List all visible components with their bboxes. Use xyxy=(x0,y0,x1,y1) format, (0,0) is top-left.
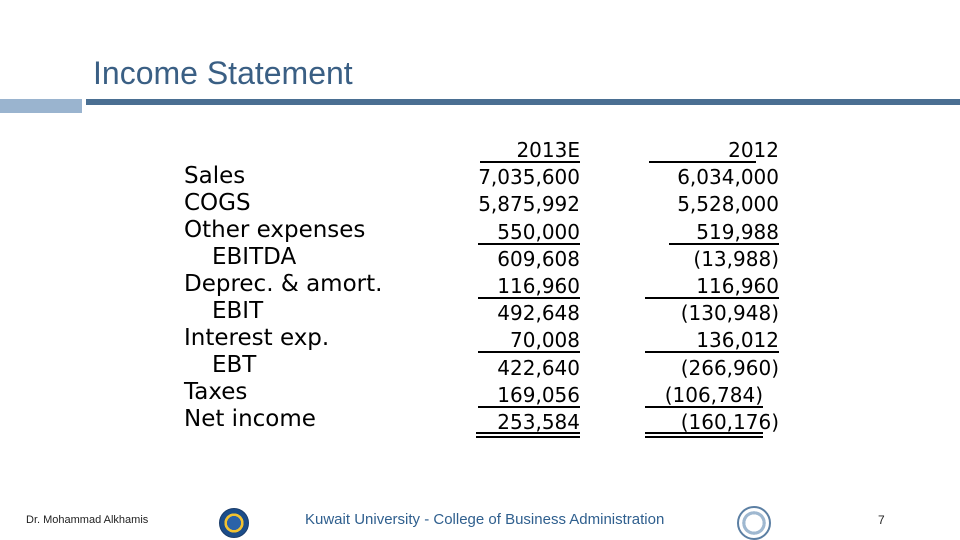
value-row xyxy=(629,327,779,354)
value-ebitda: (13,988) xyxy=(693,246,779,271)
line-item-labels xyxy=(184,163,444,433)
footer-institution: Kuwait University - College of Business Administration xyxy=(305,511,665,528)
title-rule-accent xyxy=(0,99,82,113)
value-taxes: 169,056 xyxy=(497,382,580,407)
value-ebt: 422,640 xyxy=(497,355,580,380)
value-sales: 7,035,600 xyxy=(478,165,580,190)
label-other-expenses: Other expenses xyxy=(184,217,366,243)
value-interest-exp: 136,012 xyxy=(696,328,779,353)
value-row xyxy=(430,164,580,191)
value-row xyxy=(430,382,580,409)
value-row xyxy=(430,300,580,327)
total-double-underline-bottom xyxy=(645,436,763,438)
value-row xyxy=(430,191,580,218)
value-row xyxy=(629,219,779,246)
value-row xyxy=(629,409,779,436)
value-cogs: 5,875,992 xyxy=(478,192,580,217)
slide-title: Income Statement xyxy=(93,55,353,91)
total-double-underline-bottom xyxy=(476,436,580,438)
value-deprec-amort: 116,960 xyxy=(497,273,580,298)
value-sales: 6,034,000 xyxy=(677,165,779,190)
value-row xyxy=(629,246,779,273)
value-net-income: 253,584 xyxy=(497,409,580,434)
value-row xyxy=(629,355,779,382)
column-header: 2013E xyxy=(516,138,580,162)
value-other-expenses: 550,000 xyxy=(497,219,580,244)
value-row xyxy=(430,327,580,354)
page-number: 7 xyxy=(878,513,885,527)
column-2012 xyxy=(629,137,779,436)
value-other-expenses: 519,988 xyxy=(696,219,779,244)
label-cogs: COGS xyxy=(184,190,251,216)
aacsb-seal-icon xyxy=(737,506,771,540)
value-row xyxy=(629,382,779,409)
value-row xyxy=(629,273,779,300)
label-taxes: Taxes xyxy=(184,379,248,405)
value-row xyxy=(430,273,580,300)
label-net-income: Net income xyxy=(184,406,316,432)
label-deprec-amort: Deprec. & amort. xyxy=(184,271,383,297)
label-sales: Sales xyxy=(184,163,246,189)
value-row xyxy=(629,164,779,191)
value-ebitda: 609,608 xyxy=(497,246,580,271)
label-interest-exp: Interest exp. xyxy=(184,325,330,351)
title-rule xyxy=(86,99,960,105)
value-interest-exp: 70,008 xyxy=(510,328,580,353)
column-2013e xyxy=(430,137,580,436)
label-ebit: EBIT xyxy=(212,298,264,324)
column-header-row xyxy=(629,137,779,164)
footer-author: Dr. Mohammad Alkhamis xyxy=(26,514,149,526)
kuwait-university-seal-icon xyxy=(219,508,249,538)
label-ebt: EBT xyxy=(212,352,257,378)
column-header: 2012 xyxy=(728,138,779,162)
value-row xyxy=(430,246,580,273)
value-net-income: (160,176) xyxy=(680,409,779,434)
value-deprec-amort: 116,960 xyxy=(696,273,779,298)
value-row xyxy=(430,409,580,436)
value-row xyxy=(430,355,580,382)
value-taxes: (106,784) xyxy=(664,382,763,407)
column-header-row xyxy=(430,137,580,164)
value-ebit: (130,948) xyxy=(680,301,779,326)
value-row xyxy=(629,300,779,327)
label-ebitda: EBITDA xyxy=(212,244,297,270)
value-ebt: (266,960) xyxy=(680,355,779,380)
value-row xyxy=(430,219,580,246)
value-ebit: 492,648 xyxy=(497,301,580,326)
value-row xyxy=(629,191,779,218)
value-cogs: 5,528,000 xyxy=(677,192,779,217)
